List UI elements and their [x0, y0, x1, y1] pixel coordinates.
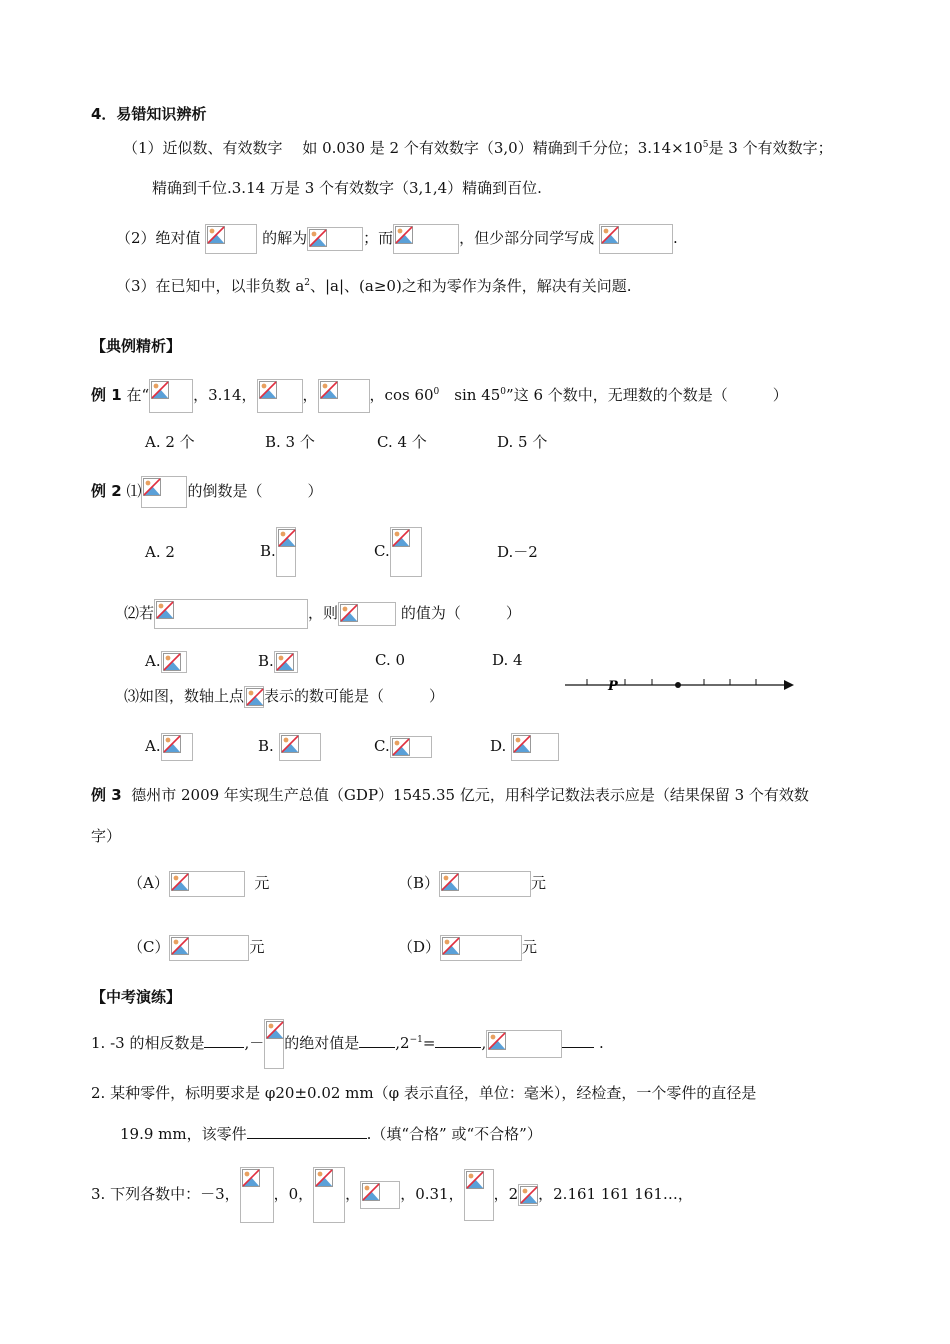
formula-image	[440, 935, 522, 961]
formula-image	[141, 476, 187, 508]
broken-image-icon	[156, 601, 174, 619]
formula-image	[264, 1019, 284, 1069]
example-3-line-2: 字）	[91, 827, 122, 845]
problem-2-line-2: 19.9 mm，该零件 .（填“合格” 或“不合格”）	[120, 1125, 542, 1143]
broken-image-icon	[340, 604, 358, 622]
broken-image-icon	[163, 735, 181, 753]
example-2-q2: ⑵若 ，则 的值为（ ）	[124, 597, 521, 629]
broken-image-icon	[276, 653, 294, 671]
formula-image	[511, 733, 559, 761]
examples-heading: 【典例精析】	[91, 337, 182, 355]
item-3: （3）在已知中，以非负数 $a^2$、|a|、(a≥0)之和为零作为条件，解决有关问题.	[116, 277, 632, 295]
broken-image-icon	[281, 735, 299, 753]
broken-image-icon	[259, 381, 277, 399]
number-line	[562, 672, 798, 698]
broken-image-icon	[601, 226, 619, 244]
exam-heading: 【中考演练】	[91, 988, 182, 1006]
broken-image-icon	[278, 529, 296, 547]
ex2-q1-option-a: A. 2	[145, 543, 175, 561]
formula-image	[518, 1184, 538, 1206]
item-2: （2）绝对值 的解为 ；而 ，但少部分同学写成 .	[116, 222, 678, 254]
broken-image-icon	[441, 873, 459, 891]
broken-image-icon	[266, 1021, 284, 1039]
blank	[359, 1033, 395, 1048]
item-1-line-2: 精确到千位.3.14 万是 3 个有效数字（3,1,4）精确到百位.	[152, 179, 542, 197]
ex2-q3-option-b: B.	[258, 732, 321, 761]
ex2-q2-option-b: B.	[258, 650, 298, 673]
answer-blank	[247, 1124, 367, 1139]
formula-image	[393, 224, 459, 254]
blank	[562, 1033, 594, 1048]
formula-image	[338, 602, 396, 626]
blank	[435, 1033, 481, 1048]
example-3-line-1: 例 3 德州市 2009 年实现生产总值（GDP）1545.35 亿元，用科学记数法表示应是（结果保留 3 个有效数	[91, 786, 809, 804]
ex3-option-b: （B） 元	[398, 870, 546, 897]
broken-image-icon	[242, 1169, 260, 1187]
ex1-option-a: A. 2 个	[145, 433, 195, 451]
broken-image-icon	[246, 688, 264, 706]
formula-image	[240, 1167, 274, 1223]
broken-image-icon	[315, 1169, 333, 1187]
formula-image	[390, 736, 432, 758]
broken-image-icon	[163, 653, 181, 671]
formula-image	[169, 871, 245, 897]
formula-image	[161, 733, 193, 761]
broken-image-icon	[488, 1032, 506, 1050]
formula-image	[318, 379, 370, 413]
broken-image-icon	[151, 381, 169, 399]
example-1: 例 1 在“ ，3.14， ， ，$\cos 60^0$ $\sin 45^0$”这 6 个数中，无理数的个数是（ ）	[91, 378, 788, 413]
example-2-q3: ⑶如图，数轴上点 表示的数可能是（ ）	[124, 684, 444, 708]
formula-image	[279, 733, 321, 761]
broken-image-icon	[143, 478, 161, 496]
point-p-label: P	[608, 679, 618, 694]
ex2-q2-option-d: D. 4	[492, 651, 523, 669]
ex2-q2-option-c: C. 0	[375, 651, 406, 669]
formula-image	[307, 227, 363, 251]
ex3-option-c: （C） 元	[128, 934, 265, 961]
broken-image-icon	[362, 1183, 380, 1201]
ex1-option-b: B. 3 个	[265, 433, 315, 451]
broken-image-icon	[320, 381, 338, 399]
formula-image	[390, 527, 422, 577]
formula-image	[486, 1030, 562, 1058]
broken-image-icon	[171, 937, 189, 955]
formula-image	[244, 686, 264, 708]
broken-image-icon	[513, 735, 531, 753]
blank	[204, 1033, 244, 1048]
broken-image-icon	[442, 937, 460, 955]
broken-image-icon	[395, 226, 413, 244]
broken-image-icon	[520, 1186, 538, 1204]
section-heading: 4．易错知识辨析	[91, 105, 207, 123]
example-2-q1: 例 2 ⑴ 的倒数是（ ）	[91, 474, 322, 508]
ex3-option-a: （A） 元	[128, 870, 269, 897]
ex2-q3-option-c: C.	[374, 734, 432, 758]
formula-image	[169, 935, 249, 961]
formula-image	[313, 1167, 345, 1223]
problem-3: 3. 下列各数中：－3， ，0， ， ，0.31， ，2 ，2.161 161 161…，	[91, 1166, 693, 1223]
broken-image-icon	[207, 226, 225, 244]
formula-image	[161, 651, 187, 673]
ex2-q3-option-d: D.	[490, 732, 559, 761]
formula-image	[599, 224, 673, 254]
ex1-option-c: C. 4 个	[377, 433, 427, 451]
formula-image	[205, 224, 257, 254]
broken-image-icon	[392, 738, 410, 756]
ex2-q3-option-a: A.	[145, 732, 193, 761]
item-1-line-1: （1）近似数、有效数字 如 0.030 是 2 个有效数字（3,0）精确到千分位；$3.14\times 10^5$是 3 个有效数字；	[123, 139, 833, 157]
ex2-q1-option-d: D.－2	[497, 543, 538, 561]
ex2-q1-option-b: B.	[260, 526, 296, 577]
formula-image	[464, 1169, 494, 1221]
broken-image-icon	[392, 529, 410, 547]
formula-image	[257, 379, 303, 413]
ex1-option-d: D. 5 个	[497, 433, 548, 451]
formula-image	[154, 599, 308, 629]
formula-image	[274, 651, 298, 673]
formula-image	[439, 871, 531, 897]
ex2-q2-option-a: A.	[145, 650, 187, 673]
formula-image	[149, 379, 193, 413]
problem-2-line-1: 2. 某种零件，标明要求是 φ20±0.02 mm（φ 表示直径，单位：毫米），经检查，一个零件的直径是	[91, 1084, 757, 1102]
broken-image-icon	[466, 1171, 484, 1189]
broken-image-icon	[171, 873, 189, 891]
problem-1: 1. -3 的相反数是 ,－ 的绝对值是 $,2^{-1}=$ , .	[91, 1018, 604, 1069]
ex2-q1-option-c: C.	[374, 526, 422, 577]
broken-image-icon	[309, 229, 327, 247]
ex3-option-d: （D） 元	[398, 934, 537, 961]
formula-image	[276, 527, 296, 577]
formula-image	[360, 1181, 400, 1209]
